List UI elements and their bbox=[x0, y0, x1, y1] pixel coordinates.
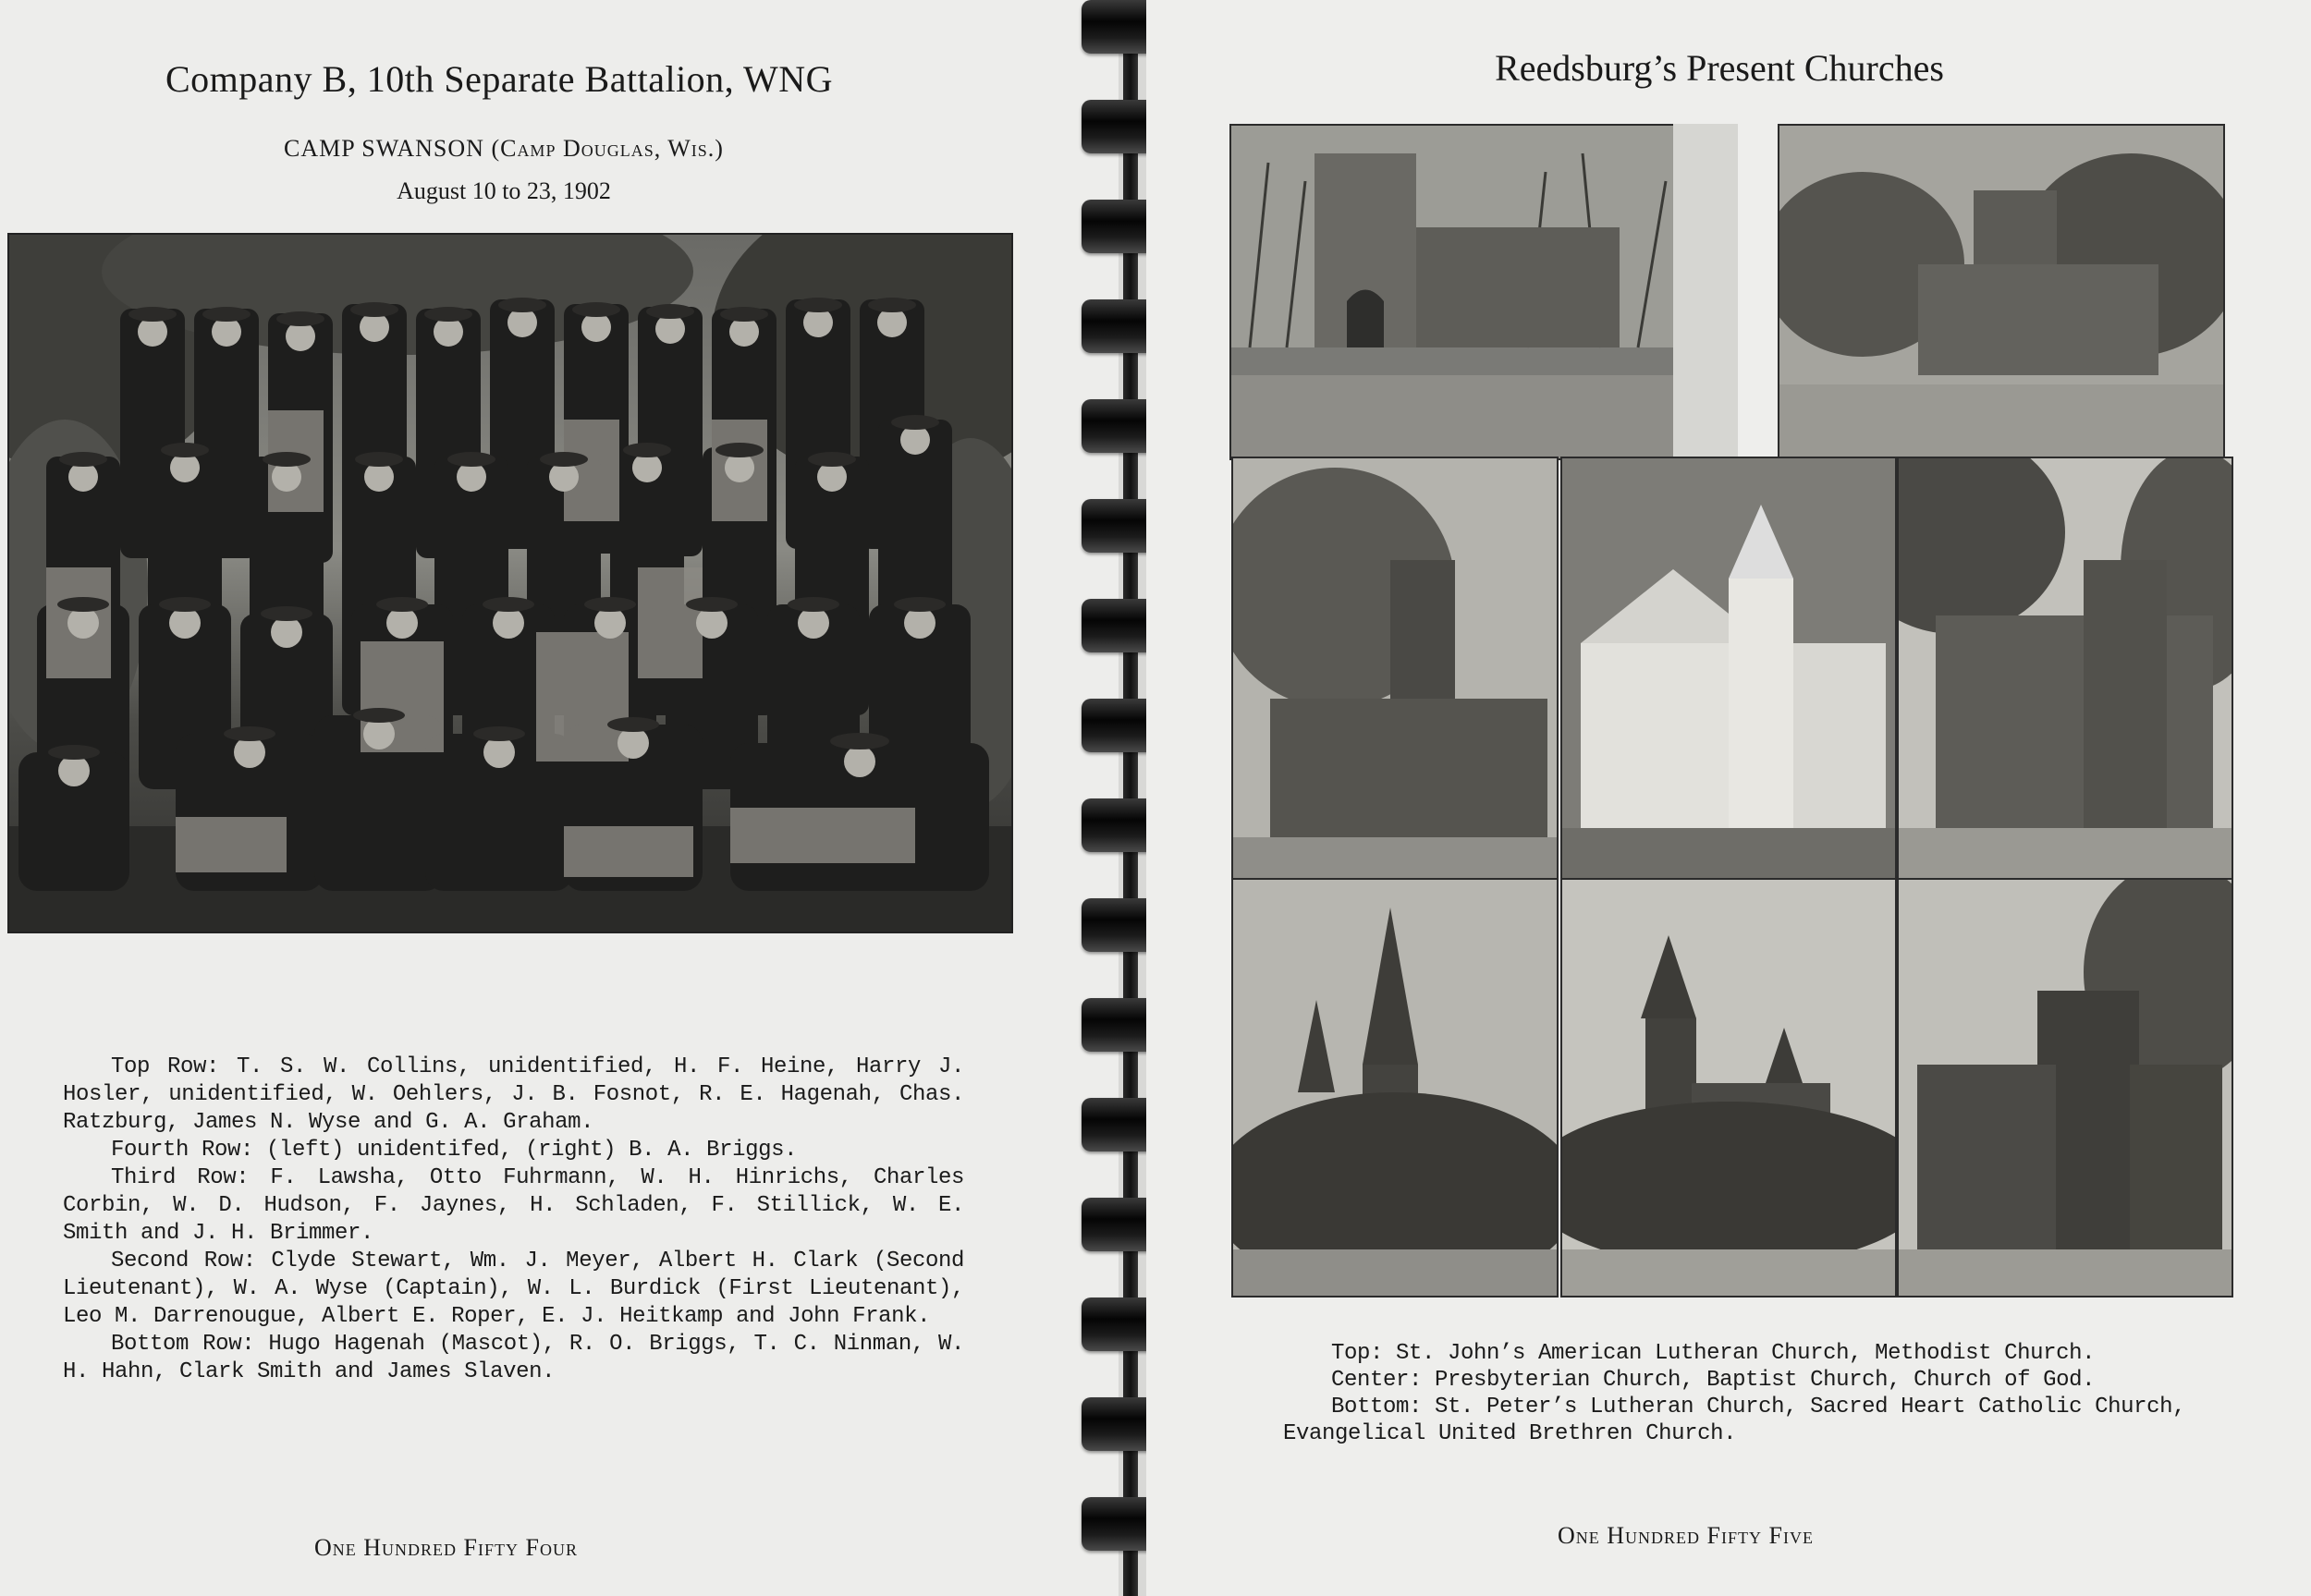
photo-caption-right bbox=[1283, 1340, 2189, 1447]
caption-bottom-row: Bottom Row: Hugo Hagenah (Mascot), R. O. Briggs, T. C. Ninman, W. H. Hahn, Clark Smith and James Slaven. bbox=[63, 1332, 964, 1384]
company-group-photo bbox=[7, 233, 1013, 933]
left-page bbox=[0, 0, 1119, 1596]
st-peters-lutheran-church-image bbox=[1233, 880, 1557, 1296]
caption-second-row: Second Row: Clyde Stewart, Wm. J. Meyer, Albert H. Clark (Second Lieutenant), W. A. Wyse (Captain), W. L. Burdick (First Lieutenant), Leo M. Darrenougue, Albert E. Roper, E. J. Heitkamp and John Frank. bbox=[63, 1249, 964, 1329]
photo-sacred-heart-catholic-church bbox=[1560, 878, 1897, 1298]
sacred-heart-catholic-church-image bbox=[1562, 880, 1895, 1296]
presbyterian-church-image bbox=[1233, 458, 1557, 880]
photo-st-peters-lutheran-church bbox=[1231, 878, 1559, 1298]
photo-evangelical-united-brethren-church bbox=[1897, 878, 2233, 1298]
company-group-photo-image bbox=[9, 235, 1011, 932]
subtitle-main: CAMP SWANSON bbox=[284, 135, 484, 162]
photo-caption-left bbox=[63, 1054, 964, 1386]
methodist-church-image bbox=[1779, 126, 2223, 458]
caption-bottom: Bottom: St. Peter’s Lutheran Church, Sacred Heart Catholic Church, Evangelical United Brethren Church. bbox=[1283, 1395, 2186, 1446]
church-of-god-image bbox=[1899, 458, 2232, 880]
evangelical-united-brethren-church-image bbox=[1899, 880, 2232, 1296]
camp-dates: August 10 to 23, 1902 bbox=[397, 177, 611, 204]
subtitle-location: (Camp Douglas, Wis.) bbox=[491, 135, 724, 162]
page-number-right: One Hundred Fifty Five bbox=[1558, 1522, 1814, 1549]
page-title-left: Company B, 10th Separate Battalion, WNG bbox=[165, 58, 833, 100]
photo-baptist-church bbox=[1560, 457, 1897, 882]
st-johns-lutheran-church-image bbox=[1231, 126, 1675, 458]
subtitle bbox=[0, 135, 1008, 163]
caption-center: Center: Presbyterian Church, Baptist Church, Church of God. bbox=[1331, 1368, 2096, 1393]
photo-methodist-church bbox=[1778, 124, 2225, 460]
caption-fourth-row: Fourth Row: (left) unidentifed, (right) B. A. Briggs. bbox=[111, 1138, 798, 1163]
caption-third-row: Third Row: F. Lawsha, Otto Fuhrmann, W. H. Hinrichs, Charles Corbin, W. D. Hudson, F. Jaynes, H. Schladen, F. Stillick, W. E. Smith and J. H. Brimmer. bbox=[63, 1165, 964, 1246]
photo-gap bbox=[1673, 124, 1738, 457]
photo-presbyterian-church bbox=[1231, 457, 1559, 882]
caption-top-row: Top Row: T. S. W. Collins, unidentified, H. F. Heine, Harry J. Hosler, unidentified, W. Oehlers, J. B. Fosnot, R. E. Hagenah, Chas. Ratzburg, James N. Wyse and G. A. Graham. bbox=[63, 1054, 964, 1135]
page-title-right: Reedsburg’s Present Churches bbox=[1495, 47, 1944, 89]
photo-st-johns-lutheran-church bbox=[1229, 124, 1677, 460]
page-number-left: One Hundred Fifty Four bbox=[314, 1534, 578, 1561]
caption-top: Top: St. John’s American Lutheran Church, Methodist Church. bbox=[1331, 1341, 2096, 1366]
baptist-church-image bbox=[1562, 458, 1895, 880]
photo-church-of-god bbox=[1897, 457, 2233, 882]
